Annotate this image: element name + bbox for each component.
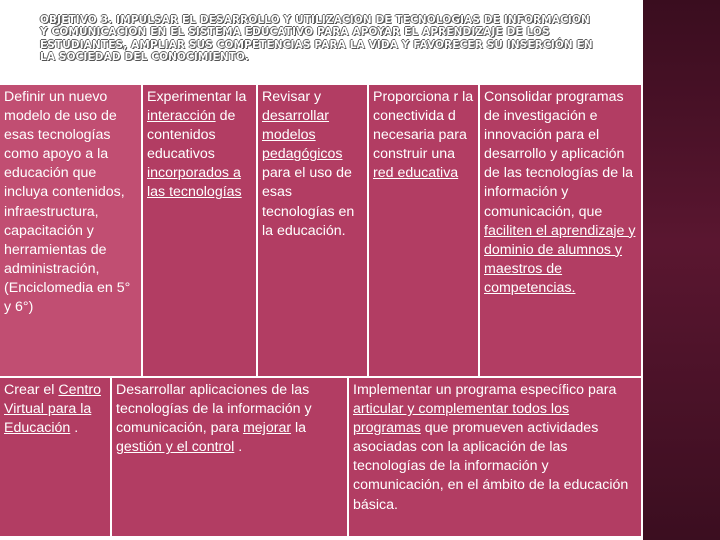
row1-cell-consolidate xyxy=(480,85,641,376)
row1-c3-text-a: Revisar y xyxy=(262,89,322,105)
row1-c5-link-faciliten: faciliten el aprendizaje y dominio de alumnos y maestros de competencias. xyxy=(484,222,636,296)
row1-cell-experiment xyxy=(143,85,256,376)
row1-c4-link-red: red educativa xyxy=(373,165,459,182)
decorative-side-strip xyxy=(643,0,720,540)
row2-c1-link-centro: Centro Virtual para la Educación xyxy=(4,382,101,437)
row2-cell-virtual-center xyxy=(0,378,110,536)
row2-c2-link-gestion: gestión y el control xyxy=(116,439,235,456)
row1-cell-review-models xyxy=(258,85,367,376)
row2-c3-link-articular: articular y complementar todos los programas xyxy=(353,401,570,437)
row2-c2-text-a: Desarrollar aplicaciones de las tecnologías de la información y comunicación, para xyxy=(116,382,312,437)
row1-cell-new-model-text: Definir un nuevo modelo de uso de esas tecnologías como apoyo a la educación que incluya contenidos, infraestructura, capacitación y herramientas de administración, (Enciclomedia en 5° y 6°) xyxy=(4,89,131,316)
row2-c1-text-a: Crear el xyxy=(4,382,59,398)
row1-c4-text-a: Proporciona r la conectivida d necesaria para construir una xyxy=(373,89,474,163)
objective-title: OBJETIVO 3. IMPULSAR EL DESARROLLO Y UTILIZACION DE TECNOLOGIAS DE INFORMACION Y COMUNICACION EN EL SISTEMA EDUCATIVO PARA APOYAR EL APRENDIZAJE DE LOS ESTUDIANTES, AMPLIAR SUS COMPETENCIAS PARA LA VIDA Y FAVORECER SU INSERCIÓN EN LA SOCIEDAD DEL CONOCIMIENTO. xyxy=(40,14,593,64)
row1-c3-link-modelos: desarrollar modelos pedagógicos xyxy=(262,108,343,163)
row2-c3-text-a: Implementar un programa específico para xyxy=(353,382,617,398)
row1-c2-link-incorporados: incorporados a las tecnologías xyxy=(147,165,242,201)
row1-c3-text-b: para el uso de esas tecnologías en la educación. xyxy=(262,165,355,239)
row1-c5-text-a: Consolidar programas de investigación e innovación para el desarrollo y aplicación de las tecnologías de la información y comunicación, que xyxy=(484,89,634,220)
row2-c1-text-b: . xyxy=(70,420,79,437)
row2-c3-text-b: que promueven actividades asociadas con la aplicación de las tecnologías de la información y comunicación, en el ámbito de la educación básica. xyxy=(353,420,629,513)
row1-c2-text-a: Experimentar la xyxy=(147,89,247,105)
row2-cell-implement-program xyxy=(349,378,641,536)
row1-cell-connectivity xyxy=(369,85,478,376)
row2-c2-text-c: . xyxy=(234,439,243,456)
row2-cell-applications xyxy=(112,378,347,536)
row1-cell-new-model xyxy=(0,85,141,376)
row1-c2-text-b: de contenidos educativos xyxy=(147,108,236,163)
row2-c2-link-mejorar: mejorar xyxy=(242,420,292,437)
row2-c2-text-b: la xyxy=(291,420,307,437)
row1-c2-link-interaccion: interacción xyxy=(147,108,216,125)
